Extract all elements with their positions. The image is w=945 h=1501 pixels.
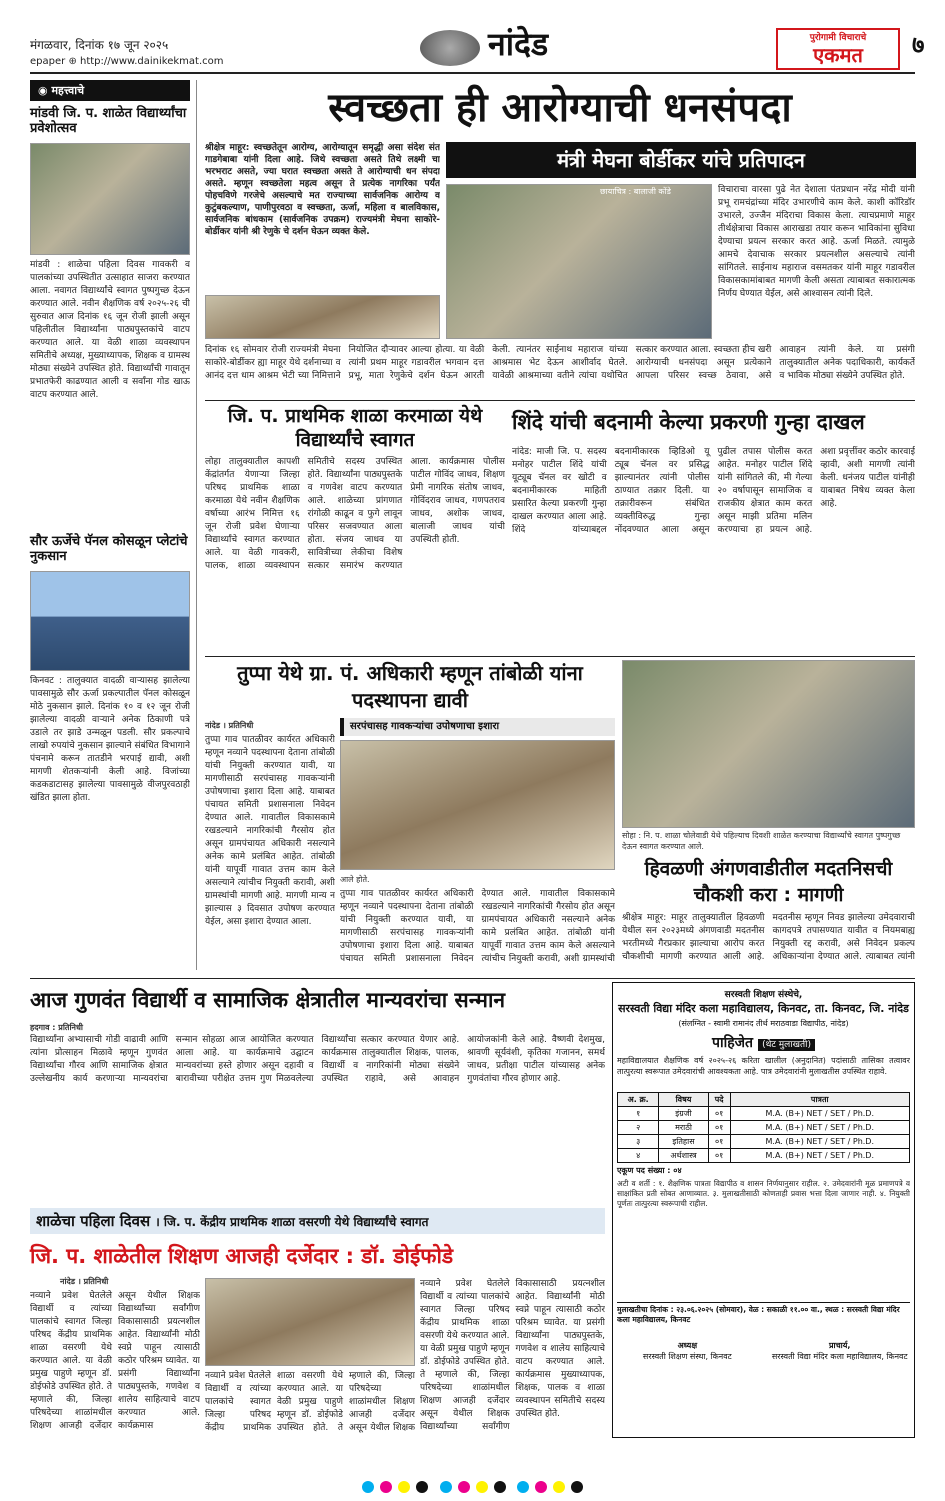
city-title: नांदेड (488, 25, 549, 63)
strip-text: । जि. प. केंद्रीय प्राथमिक शाळा वसरणी येथे विद्यार्थ्यांचे स्वागत (155, 1215, 429, 1229)
lead-photo-small (205, 295, 440, 339)
globe-icon: ⊕ (68, 56, 80, 67)
doiphode-text-right: नव्याने प्रवेश घेतलेले विद्यार्थी व त्यांच्या पालकांचे स्वागत जिल्हा परिषद केंद्रीय प्राथमिक शाळा वसरणी येथे करण्यात आले. या वेळी प्रमुख पाहुणे म्हणून डॉ. डोईफोडे उपस्थित होते. ते म्हणाले की, जिल्हा परिषदेच्या शाळांमधील शिक्षण आजही दर्जेदार असून येथील शिक्षक विद्यार्थ्यांच्या सर्वांगीण विकासासाठी प्रयत्नशील आहेत. विद्यार्थ्यांनी मोठी स्वप्ने पाहून त्यासाठी कठोर परिश्रम घ्यावेत. या प्रसंगी विद्यार्थ्यांना पाठ्यपुस्तके, गणवेश व शालेय साहित्याचे वाटप करण्यात आले. कार्यक्रमास मुख्याध्यापक, शिक्षक, पालक व शाळा व्यवस्थापन समितीचे सदस्य उपस्थित होते. (420, 1279, 605, 1432)
section-rule (30, 978, 915, 979)
ad-wanted-line (617, 1032, 910, 1052)
ad-table-cell: M.A. (B+) NET / SET / Ph.D. (730, 1121, 909, 1135)
ad-table-cell: M.A. (B+) NET / SET / Ph.D. (730, 1149, 909, 1163)
website-link[interactable]: http://www.dainikekmat.com (80, 56, 224, 67)
honour-dateline: हदगाव : प्रतिनिधी (30, 1023, 83, 1032)
ad-kicker: सरस्वती शिक्षण संस्थेचे, (724, 990, 803, 1000)
ad-table-header-cell: अ. क्र. (618, 1093, 659, 1107)
doiphode-text-cont: नव्याने प्रवेश घेतलेले विद्यार्थी व त्यांच्या पालकांचे स्वागत जिल्हा परिषद केंद्रीय प्राथमिक शाळा वसरणी येथे करण्यात आले. या वेळी प्रमुख पाहुणे म्हणून डॉ. डोईफोडे उपस्थित होते. ते म्हणाले की, जिल्हा परिषदेच्या शाळांमधील शिक्षण आजही दर्जेदार असून येथील शिक्षक (205, 1371, 415, 1433)
ad-total: एकूण पद संख्या : ०४ (617, 1166, 682, 1175)
hivalni-text: श्रीक्षेत्र माहूर: माहूर तालुक्यातील हिवळणी येथील सन २०२३मध्ये अंगणवाडी मदतनीस भरतीमध्ये गैरप्रकार झाल्याचा आरोप करत चौकशीची मागणी करण्यात आली आहे. मदतनीस म्हणून निवड झालेल्या उमेदवाराची कागदपत्रे तपासण्यात यावीत व नियमबाह्य नियुक्ती रद्द करावी, असे निवेदन प्रकल्प अधिकाऱ्यांना देण्यात आले. त्याबाबत त्यांनी (622, 913, 915, 962)
ad-table-cell: ०१ (708, 1121, 730, 1135)
ad-wanted-note: (थेट मुलाखती) (758, 1039, 815, 1051)
doiphode-headline: जि. प. शाळेतील शिक्षण आजही दर्जेदार : डॉ. डोईफोडे (30, 1244, 454, 1268)
lead-intro: श्रीक्षेत्र माहूर: स्वच्छतेतून आरोग्य, आरोग्यातून समृद्धी असा संदेश संत गाडगेबाबा यांनी दिला आहे. जिथे स्वच्छता असते तिथे लक्ष्मी चा भरभराट असते, ज्या घरात स्वच्छता असते ते आरोग्याची धन संपदा असते. म्हणून स्वच्छतेला महत्व असून ते प्रत्येक नागरिका पर्यंत पोहचविणे गरजेचे असल्याचे मत राज्याच्या सार्वजनिक आरोग्य व कुटुंबकल्याण, पाणीपुरवठा व स्वच्छता, ऊर्जा, महिला व बालविकास, सार्वजनिक बांधकाम (सार्वजनिक उपक्रम) राज्यमंत्री मेघना साकोरे-बोर्डीकर यांनी श्री रेणुके चे दर्शन घेऊन व्यक्त केले. (205, 143, 440, 237)
sidebar-story2-title: सौर ऊर्जेचे पॅनल कोसळून प्लेटांचे नुकसान (30, 533, 188, 564)
tuppa-kicker-bar (340, 718, 615, 736)
lead-body: दिनांक १६ सोमवार रोजी राज्यमंत्री मेघना साकोरे-बोर्डीकर ह्या माहूर येथे दर्शनाच्या व आनंद दत्त धाम आश्रम भेटी च्या निमित्ताने नियोजित दौऱ्यावर आल्या होत्या. या वेळी त्यांनी प्रथम माहूर गडावरील भगवान दत्त प्रभू, माता रेणुकेचे दर्शन घेऊन आरती केली. त्यानंतर साईनाथ महाराज यांच्या आश्रमास भेट देऊन आशीर्वाद घेतले. यावेळी आश्रमाच्या वतीने त्यांचा यथोचित सत्कार करण्यात आला. स्वच्छता हीच खरी आरोग्याची धनसंपदा असून प्रत्येकाने आपला परिसर स्वच्छ ठेवावा, असे आवाहन त्यांनी केले. या प्रसंगी तालुक्यातील अनेक पदाधिकारी, कार्यकर्ते व भाविक मोठ्या संख्येने उपस्थित होते. (205, 345, 915, 381)
section-rule (205, 656, 915, 657)
ad-table-cell: इंग्रजी (659, 1107, 708, 1121)
ad-table-cell: ०१ (708, 1135, 730, 1149)
ad-table-cell: २ (618, 1121, 659, 1135)
sidebar-story1-photo (30, 143, 190, 255)
ad-table-cell: १ (618, 1107, 659, 1121)
shinde-headline: शिंदे यांची बदनामी केल्या प्रकरणी गुन्हा दाखल (512, 410, 865, 434)
tuppa-headline: तुप्पा येथे ग्रा. पं. अधिकारी म्हणून तांबोळी यांना पदस्थापना द्यावी (237, 661, 583, 712)
ad-table-cell: मराठी (659, 1121, 708, 1135)
lead-photo (446, 184, 712, 339)
ad-wanted: पाहिजेत (712, 1035, 754, 1051)
doiphode-photo (205, 1278, 415, 1366)
ad-table-cell: M.A. (B+) NET / SET / Ph.D. (730, 1107, 909, 1121)
ad-sign-left-title: अध्यक्ष (677, 1341, 698, 1350)
ad-table-cell: इतिहास (659, 1135, 708, 1149)
doiphode-text: नव्याने प्रवेश घेतलेले विद्यार्थी व त्यांच्या पालकांचे स्वागत जिल्हा परिषद केंद्रीय प्राथमिक शाळा वसरणी येथे करण्यात आले. या वेळी प्रमुख पाहुणे म्हणून डॉ. डोईफोडे उपस्थित होते. ते म्हणाले की, जिल्हा परिषदेच्या शाळांमधील शिक्षण आजही दर्जेदार असून येथील शिक्षक विद्यार्थ्यांच्या सर्वांगीण विकासासाठी प्रयत्नशील आहेत. विद्यार्थ्यांनी मोठी स्वप्ने पाहून त्यासाठी कठोर परिश्रम घ्यावेत. या प्रसंगी विद्यार्थ्यांना पाठ्यपुस्तके, गणवेश व शालेय साहित्याचे वाटप करण्यात आले. कार्यक्रमास (30, 1291, 200, 1431)
ad-table-header-cell: विषय (659, 1093, 708, 1107)
tuppa-photo (340, 740, 615, 870)
school-welcome-photo (622, 660, 915, 828)
ad-sign-right (769, 1340, 910, 1362)
ad-table-row (618, 1149, 910, 1163)
sidebar-story1-title: मांडवी जि. प. शाळेत विद्यार्थ्यांचा प्रवेशोत्सव (30, 106, 187, 136)
ad-title: सरस्वती विद्या मंदिर कला महाविद्यालय, किनवट, ता. किनवट, जि. नांदेड (618, 1002, 909, 1015)
ad-table-body (618, 1107, 910, 1163)
shinde-text: नांदेड: माजी जि. प. सदस्य मनोहर पाटील शिंदे यांची यूट्यूब चॅनल वर खोटी व बदनामीकारक माहिती प्रसारित केल्या प्रकरणी गुन्हा दाखल करण्यात आला आहे. शिंदे यांच्याबद्दल बदनामीकारक व्हिडिओ यू ट्यूब चॅनल वर प्रसिद्ध झाल्यानंतर त्यांनी पोलीस ठाण्यात तक्रार दिली. या तक्रारीवरून संबंधित व्यक्तीविरुद्ध गुन्हा नोंदवण्यात आला असून पुढील तपास पोलीस करत आहेत. मनोहर पाटील शिंदे यांनी सांगितले की, मी गेल्या २० वर्षापासून सामाजिक व राजकीय क्षेत्रात काम करत असून माझी प्रतिमा मलिन करण्याचा हा प्रयत्न आहे. अशा प्रवृत्तींवर कठोर कारवाई व्हावी, अशी मागणी त्यांनी केली. धनंजय पाटील यांनीही याबाबत निषेध व्यक्त केला आहे. (512, 447, 915, 535)
ad-sign-left-text: सरस्वती शिक्षण संस्था, किनवट (642, 1352, 732, 1361)
ad-subtitle: (संलग्नित - स्वामी रामानंद तीर्थ मराठवाडा विद्यापीठ, नांदेड) (678, 1019, 849, 1028)
brand-tag: पुरोगामी विचाराचे (809, 33, 867, 43)
lead-side-text: विचाराचा वारसा पुढे नेत देशाला पंतप्रधान नरेंद्र मोदी यांनी प्रभू रामचंद्रांच्या मंदिर उभारणीचे काम केले. काशी कॉरिडॉर उभारले, उज्जैन मंदिराचा विकास केला. त्याचप्रमाणे माहूर तीर्थक्षेत्राचा विकास आराखडा तयार करून भाविकांना सुविधा देण्याचा प्रयत्न सरकार करत आहे. ऊर्जा मिळते. त्यामुळे आमचे देवाचाक सरकार प्रयत्नशील असल्याचे त्यांनी सांगितले. साईनाथ महाराज वसमतकर यांनी माहूर गडावरील विकासकामांबाबत मागणी केली असता त्याबाबत सकारात्मक निर्णय घेण्यात येईल, असे आश्वासन त्यांनी दिले. (718, 185, 915, 299)
ad-signatures (617, 1340, 910, 1362)
color-registration-bar (30, 1478, 915, 1494)
strip-label: शाळेचा पहिला दिवस (36, 1212, 151, 1230)
ad-table-cell: ०१ (708, 1149, 730, 1163)
sidebar-story2-photo (30, 571, 190, 671)
honour-text: विद्यार्थ्यांना अभ्यासाची गोडी वाढावी आणि त्यांना प्रोत्साहन मिळावे म्हणून गुणवंत विद्यार्थ्यांचा गौरव आणि सामाजिक क्षेत्रात उल्लेखनीय कार्य करणाऱ्या मान्यवरांचा सन्मान सोहळा आज आयोजित करण्यात आला आहे. या कार्यक्रमाचे उद्घाटन मान्यवरांच्या हस्ते होणार असून दहावी व बारावीच्या परीक्षेत उत्तम गुण मिळवलेल्या विद्यार्थ्यांचा सत्कार करण्यात येणार आहे. कार्यक्रमास तालुक्यातील शिक्षक, पालक, विद्यार्थी व नागरिकांनी मोठ्या संख्येने उपस्थित राहावे, असे आवाहन आयोजकांनी केले आहे. वैष्णवी देशमुख, श्रावणी सूर्यवंशी, कृतिका गजानन, समर्थ जाधव, प्रतीक्षा पाटील यांच्यासह अनेक गुणवंतांचा गौरव होणार आहे. (30, 1035, 605, 1084)
sidebar (30, 80, 190, 980)
ad-sign-right-text: सरस्वती विद्या मंदिर कला महाविद्यालय, किनवट (771, 1352, 908, 1361)
ad-sign-left (617, 1340, 758, 1362)
ad-table-cell: ३ (618, 1135, 659, 1149)
ad-table-row (618, 1107, 910, 1121)
lead-subhead-bar (446, 142, 916, 178)
sidebar-label: महत्त्वाचे (51, 84, 85, 97)
ad-table-header-cell: पात्रता (730, 1093, 909, 1107)
ad-table (617, 1092, 910, 1163)
karmala-text: लोहा तालुक्यातील कापशी केंद्रांतर्गत येणाऱ्या जिल्हा परिषद प्राथमिक शाळा करमाळा येथे नवीन शैक्षणिक वर्षाच्या आरंभ निमित्त १६ जून रोजी प्रवेश घेणाऱ्या विद्यार्थ्यांचे स्वागत करण्यात आले. या वेळी गावकरी, पालक, शाळा व्यवस्थापन समितीचे सदस्य उपस्थित होते. विद्यार्थ्यांना पाठ्यपुस्तके व गणवेश वाटप करण्यात आले. शाळेच्या प्रांगणात रांगोळी काढून व फुगे लावून परिसर सजवण्यात आला होता. संजय जाधव या सावित्रीच्या लेकीचा विशेष सत्कार समारंभ करण्यात आला. कार्यक्रमास पोलीस पाटील गोविंद जाधव, शिक्षण प्रेमी नागरिक संतोष जाधव, गोविंदराव जाधव, गणपतराव जाधव, अशोक जाधव, बालाजी जाधव यांची उपस्थिती होती. (205, 457, 505, 571)
school-welcome-caption: सोहा : नि. प. शाळा चोलेवाडी येथे पहिल्याच दिवशी शाळेत करण्याचा विद्यार्थ्यांचे स्वागत पुष्पगुच्छ देऊन स्वागत करण्यात आले. (622, 831, 901, 851)
ad-table-head (618, 1093, 910, 1107)
honour-headline: आज गुणवंत विद्यार्थी व सामाजिक क्षेत्रातील मान्यवरांचा सन्मान (30, 988, 506, 1012)
lead-photo-credit: छायाचित्र : बालाजी कोंडे (600, 187, 671, 196)
brand-logo (776, 28, 900, 70)
tuppa-kicker: सरपंचासह गावकऱ्यांचा उपोषणाचा इशारा (350, 721, 500, 732)
page-number: ७ (912, 31, 925, 59)
ad-table-cell: M.A. (B+) NET / SET / Ph.D. (730, 1135, 909, 1149)
sidebar-label-bar (30, 80, 190, 101)
ad-table-cell: ४ (618, 1149, 659, 1163)
epaper-label: epaper (30, 56, 66, 67)
ad-table-header-cell: पदे (708, 1093, 730, 1107)
ad-table-row (618, 1121, 910, 1135)
sidebar-story2-text: किनवट : तालुक्यात वादळी वाऱ्यासह झालेल्या पावसामुळे सौर ऊर्जा प्रकल्पातील पॅनल कोसळून मोठे नुकसान झाले. दिनांक १० व १२ जून रोजी झालेल्या वादळी वाऱ्याने अनेक ठिकाणी पत्रे उडाले तर झाडे उन्मळून पडली. सौर प्रकल्पाचे लाखो रुपयांचे नुकसान झाल्याने संबंधित विभागाने पंचनामे करून तातडीने भरपाई द्यावी, अशी मागणी शेतकऱ्यांनी केली आहे. विजांच्या कडकडाटासह झालेल्या पावसामुळे वीजपुरवठाही खंडित झाला होता. (30, 675, 190, 803)
first-day-strip (30, 1208, 605, 1234)
tuppa-text: तुप्पा गाव पातळीवर कार्यरत अधिकारी म्हणून नव्याने पदस्थापना देताना तांबोळी यांची नियुक्ती करण्यात यावी, या मागणीसाठी सरपंचासह गावकऱ्यांनी उपोषणाचा इशारा दिला आहे. याबाबत पंचायत समिती प्रशासनाला निवेदन देण्यात आले. गावातील विकासकामे रखडल्याने नागरिकांची गैरसोय होत असून ग्रामपंचायत अधिकारी नसल्याने अनेक कामे प्रलंबित आहेत. तांबोळी यांनी यापूर्वी गावात उत्तम काम केले असल्याने त्यांचीच नियुक्ती करावी, अशी ग्रामस्थांची मागणी आहे. मागणी मान्य न झाल्यास ३ दिवसात उपोषण करण्यात येईल, असा इशारा देण्यात आला. (205, 735, 335, 927)
karmala-headline: जि. प. प्राथमिक शाळा करमाळा येथे विद्यार्थ्यांचे स्वागत (227, 405, 483, 451)
epaper-line (30, 56, 224, 67)
ad-intro: महाविद्यालयात शैक्षणिक वर्ष २०२५-२६ करिता खालील (अनुदानित) पदांसाठी तासिका तत्वावर तात्पुरत्या स्वरूपात उमेदवारांची आवश्यकता आहे. पात्र उमेदवारांनी मुलाखतीस उपस्थित राहावे. (617, 1056, 910, 1076)
section-rule (205, 400, 915, 401)
ad-table-row (618, 1135, 910, 1149)
ad-interview: मुलाखतीचा दिनांक : २३.०६.२०२५ (सोमवार), वेळ : सकाळी ११.०० वा., स्थळ : सरस्वती विद्या मंदिर कला महाविद्यालय, किनवट (617, 1302, 910, 1334)
issue-date: मंगळवार, दिनांक १७ जून २०२५ (30, 38, 169, 52)
info-icon: ◉ (38, 84, 52, 97)
masthead-rule (30, 72, 915, 74)
ad-sign-right-title: प्राचार्य, (828, 1341, 851, 1350)
lead-headline: स्वच्छता ही आरोग्याची धनसंपदा (328, 85, 792, 131)
doiphode-dateline: नांदेड । प्रतिनिधी (60, 1277, 109, 1286)
lead-subhead: मंत्री मेघना बोर्डीकर यांचे प्रतिपादन (557, 148, 805, 172)
tuppa-photo-caption: आले होते. (340, 875, 370, 884)
column-rule (196, 80, 197, 970)
sidebar-story1-text: मांडवी : शाळेचा पहिला दिवस गावकरी व पालकांच्या उपस्थितीत उत्साहात साजरा करण्यात आला. नवागत विद्यार्थ्यांचे स्वागत पुष्पगुच्छ देऊन करण्यात आले. नवीन शैक्षणिक वर्ष २०२५-२६ ची सुरुवात आज दिनांक १६ जून रोजी झाली असून पहिलीतील विद्यार्थ्यांना पाठ्यपुस्तकांचे वाटप करण्यात आले. या वेळी शाळा व्यवस्थापन समितीचे अध्यक्ष, मुख्याध्यापक, शिक्षक व ग्रामस्थ मोठ्या संख्येने उपस्थित होते. विद्यार्थ्यांची गावातून प्रभातफेरी काढण्यात आली व सर्वांना गोड खाऊ वाटप करण्यात आले. (30, 259, 190, 400)
city-emblem-icon (420, 30, 480, 66)
ad-table-cell: अर्थशास्त्र (659, 1149, 708, 1163)
brand-name: एकमत (813, 43, 863, 67)
masthead (0, 0, 945, 72)
hivalni-headline: हिवळणी अंगणवाडीतील मदतनिसची चौकशी करा : मागणी (644, 858, 893, 906)
tuppa-dateline: नांदेड । प्रतिनिधी (205, 721, 254, 730)
ad-terms: अटी व शर्ती : १. शैक्षणिक पात्रता विद्यापीठ व शासन निर्णयानुसार राहील. २. उमेदवारांनी मूळ प्रमाणपत्रे व साक्षांकित प्रती सोबत आणाव्यात. ३. मुलाखतीसाठी कोणताही प्रवास भत्ता दिला जाणार नाही. ४. नियुक्ती पूर्णतः तात्पुरत्या स्वरूपाची राहील. (617, 1179, 910, 1208)
recruitment-ad (612, 982, 915, 1438)
ad-table-cell: ०१ (708, 1107, 730, 1121)
tuppa-text-cont: तुप्पा गाव पातळीवर कार्यरत अधिकारी म्हणून नव्याने पदस्थापना देताना तांबोळी यांची नियुक्ती करण्यात यावी, या मागणीसाठी सरपंचासह गावकऱ्यांनी उपोषणाचा इशारा दिला आहे. याबाबत पंचायत समिती प्रशासनाला निवेदन देण्यात आले. गावातील विकासकामे रखडल्याने नागरिकांची गैरसोय होत असून ग्रामपंचायत अधिकारी नसल्याने अनेक कामे प्रलंबित आहेत. तांबोळी यांनी यापूर्वी गावात उत्तम काम केले असल्याने त्यांचीच नियुक्ती करावी, अशी ग्रामस्थांची (340, 889, 615, 964)
